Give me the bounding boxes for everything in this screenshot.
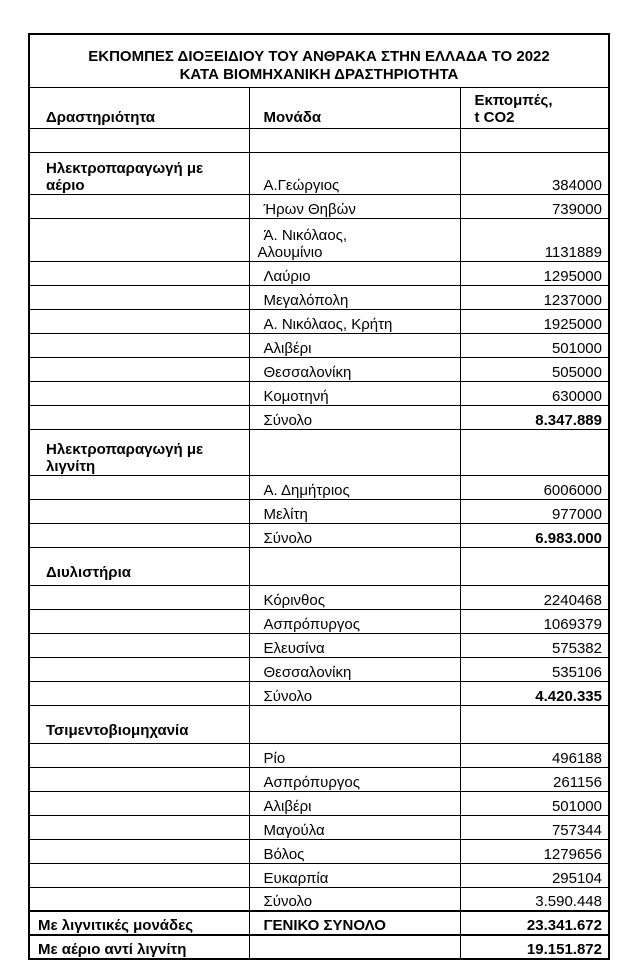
group-label-cement: Τσιμεντοβιομηχανία [29, 705, 249, 743]
table-row [29, 585, 609, 609]
value-cell: 1295000 [460, 261, 609, 285]
table-row [29, 863, 609, 887]
table-row [29, 285, 609, 309]
unit-cell: Ευκαρπία [249, 863, 460, 887]
table-title [29, 34, 609, 87]
unit-cell: Α. Δημήτριος [249, 475, 460, 499]
table-row [29, 609, 609, 633]
table-row [29, 152, 609, 194]
value-cell: 496188 [460, 743, 609, 767]
group-label-line-2: λιγνίτη [46, 457, 96, 475]
table-row [29, 218, 609, 261]
unit-cell: Κόρινθος [249, 585, 460, 609]
grand-total-row-label: Με λιγνιτικές μονάδες [29, 911, 249, 935]
unit-cell: Α.Γεώργιος [249, 152, 460, 194]
table-row [29, 333, 609, 357]
value-cell: 501000 [460, 333, 609, 357]
value-cell: 1069379 [460, 609, 609, 633]
total-value: 6.983.000 [460, 523, 609, 547]
unit-cell: Ρίο [249, 743, 460, 767]
alt-total-row [29, 935, 609, 959]
table-row [29, 657, 609, 681]
value-cell: 2240468 [460, 585, 609, 609]
emissions-table [28, 33, 610, 960]
table-row [29, 475, 609, 499]
header-row [29, 87, 609, 128]
total-value: 4.420.335 [460, 681, 609, 705]
value-cell: 501000 [460, 791, 609, 815]
table-row [29, 767, 609, 791]
table-row [29, 381, 609, 405]
unit-cell: Βόλος [249, 839, 460, 863]
total-value: 3.590.448 [460, 887, 609, 911]
unit-cell: Μαγούλα [249, 815, 460, 839]
table-row [29, 791, 609, 815]
group-label-lignite [29, 429, 249, 475]
table-row [29, 705, 609, 743]
unit-line-2: Αλουμίνιο [257, 243, 323, 261]
grand-total-value: 23.341.672 [460, 911, 609, 935]
unit-cell: Αλιβέρι [249, 333, 460, 357]
value-cell: 757344 [460, 815, 609, 839]
unit-cell: Ασπρόπυργος [249, 767, 460, 791]
value-cell: 535106 [460, 657, 609, 681]
group-label-line-1: Ηλεκτροπαραγωγή με [46, 159, 204, 177]
table-row [29, 194, 609, 218]
alt-total-value: 19.151.872 [460, 935, 609, 959]
title-line-1: ΕΚΠΟΜΠΕΣ ΔΙΟΞΕΙΔΙΟΥ ΤΟΥ ΑΝΘΡΑΚΑ ΣΤΗΝ ΕΛΛΑΔΑ ΤΟ 2022 [88, 47, 550, 65]
unit-cell: Θεσσαλονίκη [249, 357, 460, 381]
unit-cell: Μεγαλόπολη [249, 285, 460, 309]
table-row [29, 309, 609, 333]
group-label-line-1: Ηλεκτροπαραγωγή με [46, 440, 204, 458]
total-label: Σύνολο [249, 887, 460, 911]
unit-cell: Κομοτηνή [249, 381, 460, 405]
unit-cell: Μελίτη [249, 499, 460, 523]
value-cell: 261156 [460, 767, 609, 791]
value-cell: 1925000 [460, 309, 609, 333]
total-row [29, 405, 609, 429]
value-cell: 575382 [460, 633, 609, 657]
value-cell: 295104 [460, 863, 609, 887]
unit-cell: Ήρων Θηβών [249, 194, 460, 218]
total-label: Σύνολο [249, 523, 460, 547]
total-label: Σύνολο [249, 405, 460, 429]
unit-line-1: Ά. Νικόλαος, [263, 226, 348, 244]
group-label-gas [29, 152, 249, 194]
table-row [29, 815, 609, 839]
grand-total-unit-label: ΓΕΝΙΚΟ ΣΥΝΟΛΟ [249, 911, 460, 935]
table-row [29, 429, 609, 475]
table-row [29, 499, 609, 523]
grand-total-row [29, 911, 609, 935]
table-row [29, 743, 609, 767]
total-label: Σύνολο [249, 681, 460, 705]
emissions-document [28, 33, 608, 960]
value-cell: 1237000 [460, 285, 609, 309]
table-row [29, 261, 609, 285]
group-label-line-2: αέριο [46, 176, 85, 194]
total-value: 8.347.889 [460, 405, 609, 429]
title-line-2: ΚΑΤΑ ΒΙΟΜΗΧΑΝΙΚΗ ΔΡΑΣΤΗΡΙΟΤΗΤΑ [179, 65, 459, 83]
unit-cell: Ασπρόπυργος [249, 609, 460, 633]
unit-cell: Αλιβέρι [249, 791, 460, 815]
value-cell: 505000 [460, 357, 609, 381]
value-cell: 1131889 [460, 218, 609, 261]
table-row [29, 547, 609, 585]
unit-cell: Θεσσαλονίκη [249, 657, 460, 681]
value-cell: 977000 [460, 499, 609, 523]
value-cell: 630000 [460, 381, 609, 405]
header-emissions-line-1: Εκπομπές, [474, 91, 553, 109]
header-unit: Μονάδα [249, 87, 460, 128]
header-emissions-line-2: t CO2 [474, 108, 515, 126]
group-label-refineries: Διυλιστήρια [29, 547, 249, 585]
table-row [29, 357, 609, 381]
unit-cell: Α. Νικόλαος, Κρήτη [249, 309, 460, 333]
unit-cell: Ελευσίνα [249, 633, 460, 657]
spacer-row [29, 128, 609, 152]
value-cell: 384000 [460, 152, 609, 194]
total-row [29, 887, 609, 911]
header-emissions [460, 87, 609, 128]
title-row [29, 34, 609, 87]
alt-total-row-label: Με αέριο αντί λιγνίτη [29, 935, 249, 959]
unit-cell: Λαύριο [249, 261, 460, 285]
total-row [29, 681, 609, 705]
unit-cell [249, 218, 460, 261]
value-cell: 1279656 [460, 839, 609, 863]
table-row [29, 839, 609, 863]
value-cell: 739000 [460, 194, 609, 218]
header-activity: Δραστηριότητα [29, 87, 249, 128]
table-row [29, 633, 609, 657]
total-row [29, 523, 609, 547]
value-cell: 6006000 [460, 475, 609, 499]
